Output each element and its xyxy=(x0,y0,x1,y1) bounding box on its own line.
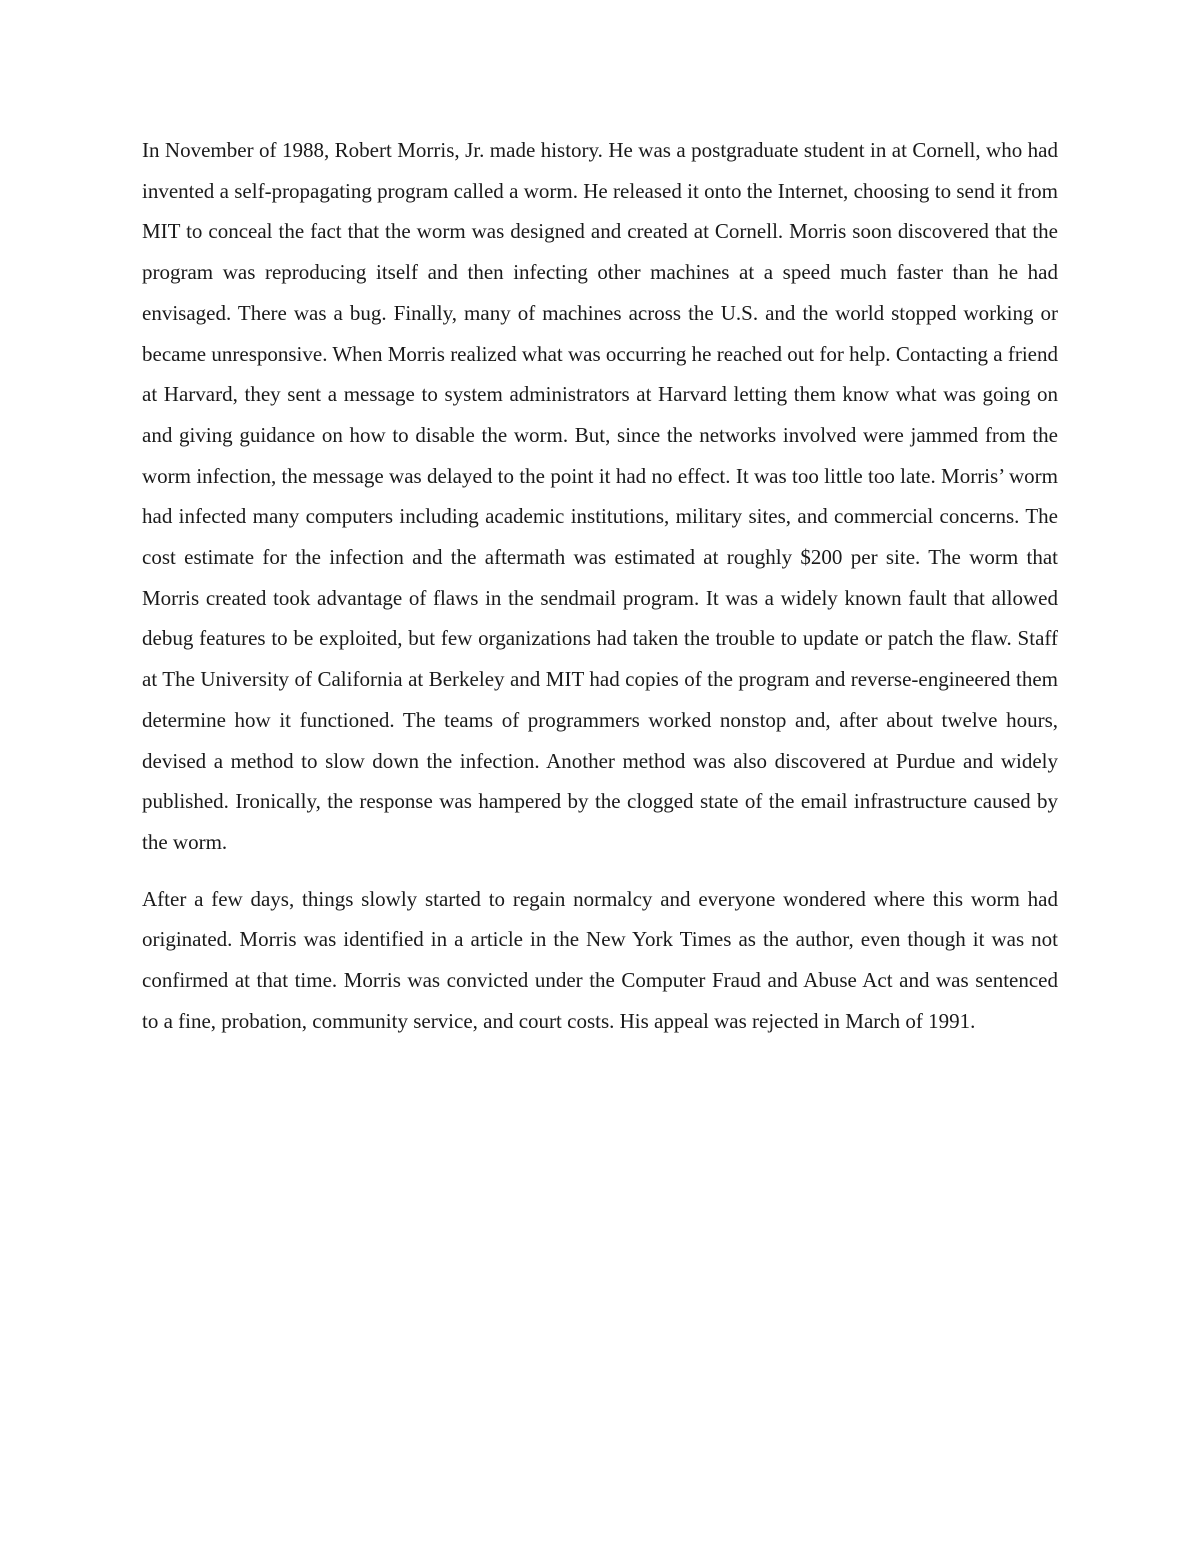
paragraph-1: In November of 1988, Robert Morris, Jr. made history. He was a postgraduate student in at Cornell, who had invented a self-propagating program called a worm. He released it onto the Internet, choosing to send it from MIT to conceal the fact that the worm was designed and created at Cornell. Morris soon discovered that the program was reproducing itself and then infecting other machines at a speed much faster than he had envisaged. There was a bug. Finally, many of machines across the U.S. and the world stopped working or became unresponsive. When Morris realized what was occurring he reached out for help. Contacting a friend at Harvard, they sent a message to system administrators at Harvard letting them know what was going on and giving guidance on how to disable the worm. But, since the networks involved were jammed from the worm infection, the message was delayed to the point it had no effect. It was too little too late. Morris’ worm had infected many computers including academic institutions, military sites, and commercial concerns. The cost estimate for the infection and the aftermath was estimated at roughly $200 per site. The worm that Morris created took advantage of flaws in the sendmail program. It was a widely known fault that allowed debug features to be exploited, but few organizations had taken the trouble to update or patch the flaw. Staff at The University of California at Berkeley and MIT had copies of the program and reverse-engineered them determine how it functioned. The teams of programmers worked nonstop and, after about twelve hours, devised a method to slow down the infection. Another method was also discovered at Purdue and widely published. Ironically, the response was hampered by the clogged state of the email infrastructure caused by the worm. xyxy=(142,138,1058,854)
paragraph-2: After a few days, things slowly started to regain normalcy and everyone wondered where this worm had originated. Morris was identified in a article in the New York Times as the author, even though it was not confirmed at that time. Morris was convicted under the Computer Fraud and Abuse Act and was sentenced to a fine, probation, community service, and court costs. His appeal was rejected in March of 1991. xyxy=(142,886,1058,1033)
document-body xyxy=(142,130,1058,1057)
